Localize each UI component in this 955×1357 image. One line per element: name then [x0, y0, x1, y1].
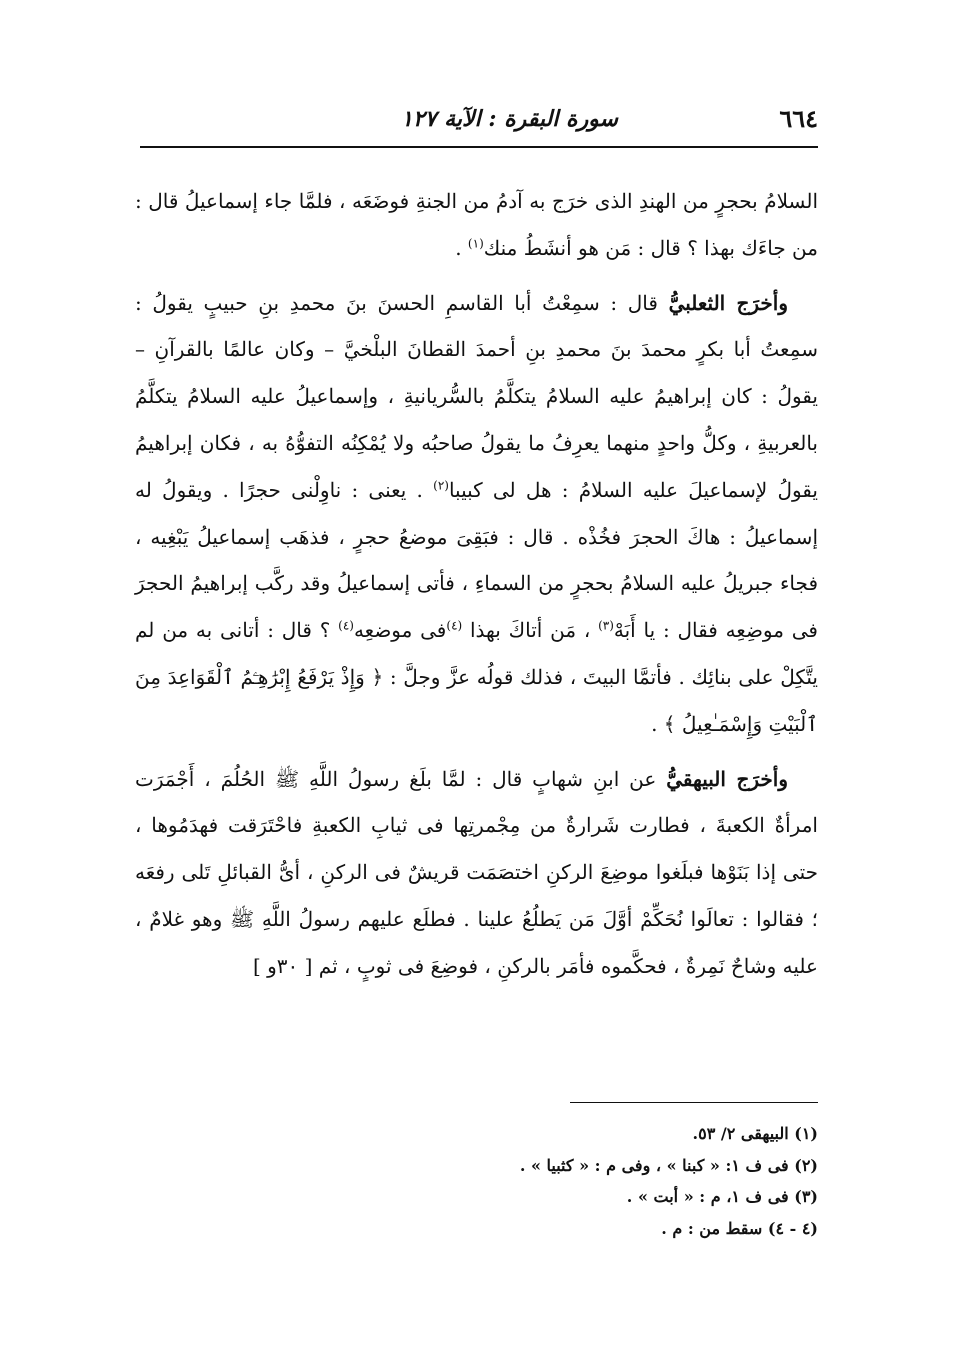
paragraph-3-text: عن ابنِ شهابٍ قال : لمَّا بلَغ رسولُ اللَّهِ ﷺ الحُلُمَ ، أَجْمَرَت امرأةٌ الكعبةَ ، فطارت شَرارةٌ من مِجْمرتِها فى ثيابِ الكعبةِ فاحْتَرَقت فهدَمُوها ، حتى إذا بَنَوْها فبلَغوا موضِعَ الركنِ اختصَمَت قريشٌ فى الركنِ ، أىُّ القبائلِ تَلى رفعَه ؛ فقالوا : تعالَوا نُحَكِّمْ أوَّلَ مَن يَطلُعُ علينا . فطلَع عليهم رسولُ اللَّهِ ﷺ وهو غلامٌ ، عليه وشاحٌ نَمِرةٌ ، فحكَّموه فأمَر بالركنِ ، فوضِعَ فى ثوبٍ ، ثم [135, 766, 818, 978]
footnote-3: (٣) فى ف ١، م : « أبت » . [626, 1187, 818, 1206]
paragraph-2-lead: وأخرَج الثعلبيُّ [668, 290, 789, 315]
footnotes [300, 1118, 818, 1244]
paragraph-2-text-a: قال : سمِعْتُ أبا القاسمِ الحسنَ بنَ محمدِ بنِ حبيبٍ يقولُ : سمِعتُ أبا بكرٍ محمدَ بنَ محمدِ بنِ أحمدَ القطانَ البلْخيَّ – وكان عالمًا بالقرآنِ – يقولُ : كان إبراهيمُ عليه السلامُ يتكلَّمُ بالسُّريانيةِ ، وإسماعيلُ عليه السلامُ يتكلَّمُ بالعربيةِ ، وكلُّ واحدٍ منهما يعرِفُ ما يقولُ صاحبُه ولا يُمْكِنُه التفوُّهُ به ، فكان إبراهيمُ يقولُ لإسماعيلَ عليه السلامُ : هل لى كبيبا [135, 290, 818, 502]
footnote-rule [570, 1102, 818, 1103]
footnote-2: (٢) فى ف ١: « كبنا » ، وفى م : « كثبيا » . [519, 1155, 818, 1175]
paragraph-1 [135, 178, 818, 272]
footnote-ref-4-end: (٤) [338, 618, 354, 633]
footnote-1: (١) البيهقى ٢/ ٥٣. [692, 1124, 818, 1143]
footnote-4: (٤ - ٤) سقط من : م . [661, 1218, 818, 1238]
paragraph-1-tail: . [455, 235, 468, 260]
footnote-ref-2: (٢) [433, 478, 449, 493]
paragraph-2-text-c: ، مَن أتاكَ بهذا [462, 618, 599, 643]
page-header [140, 100, 818, 140]
paragraph-1-text: السلامُ بحجرٍ من الهندِ الذى خرَج به آدمُ من الجنةِ فوضَعَه ، فلمَّا جاء إسماعيلُ قال : من جاءَك بهذا ؟ قال : مَن هو أنشَطُ منك [135, 189, 818, 260]
paragraph-3-lead: وأخرَج البيهقيُّ [666, 766, 788, 791]
paragraph-2-text-d: فى موضعِه [353, 618, 447, 643]
manuscript-folio-note: [ ٣٠و ] [252, 953, 313, 978]
footnote-ref-4-start: (٤) [446, 618, 463, 633]
header-rule [140, 146, 818, 148]
paragraph-2 [135, 280, 818, 748]
main-text [135, 178, 818, 990]
footnote-ref-1: (١) [467, 236, 484, 251]
page-number: ٦٦٤ [779, 104, 818, 133]
running-head: سورة البقرة : الآية ١٢٧ [401, 106, 618, 132]
paragraph-3 [135, 756, 818, 990]
paragraph-2-text-b: . يعنى : ناوِلْنى حجرًا . ويقولُ له إسماعيلُ : هاكَ الحجرَ فخُذْه . قال : فبَقِىَ موضعُ حجرٍ ، فذهَب إسماعيلُ يَبْغِيه ، فجاء جبريلُ عليه السلامُ بحجرٍ من السماءِ ، فأتى إسماعيلُ وقد ركَّب إبراهيمُ الحجرَ فى موضِعِه فقال : يا أَبَهْ [135, 477, 818, 643]
paragraph-2-text-e: ؟ قال : أتانى به من لم يتَّكِلْ على بنائِك . فأتمَّا البيتَ ، فذلك قولُه عزَّ وجلَّ : ﴿ وَإِذْ يَرْفَعُ إِبْرَٰهِـۧمُ ٱلْقَوَاعِدَ مِنَ ٱلْبَيْتِ وَإِسْمَـٰعِيلُ ﴾ . [135, 618, 818, 736]
footnote-ref-3: (٣) [598, 618, 614, 633]
